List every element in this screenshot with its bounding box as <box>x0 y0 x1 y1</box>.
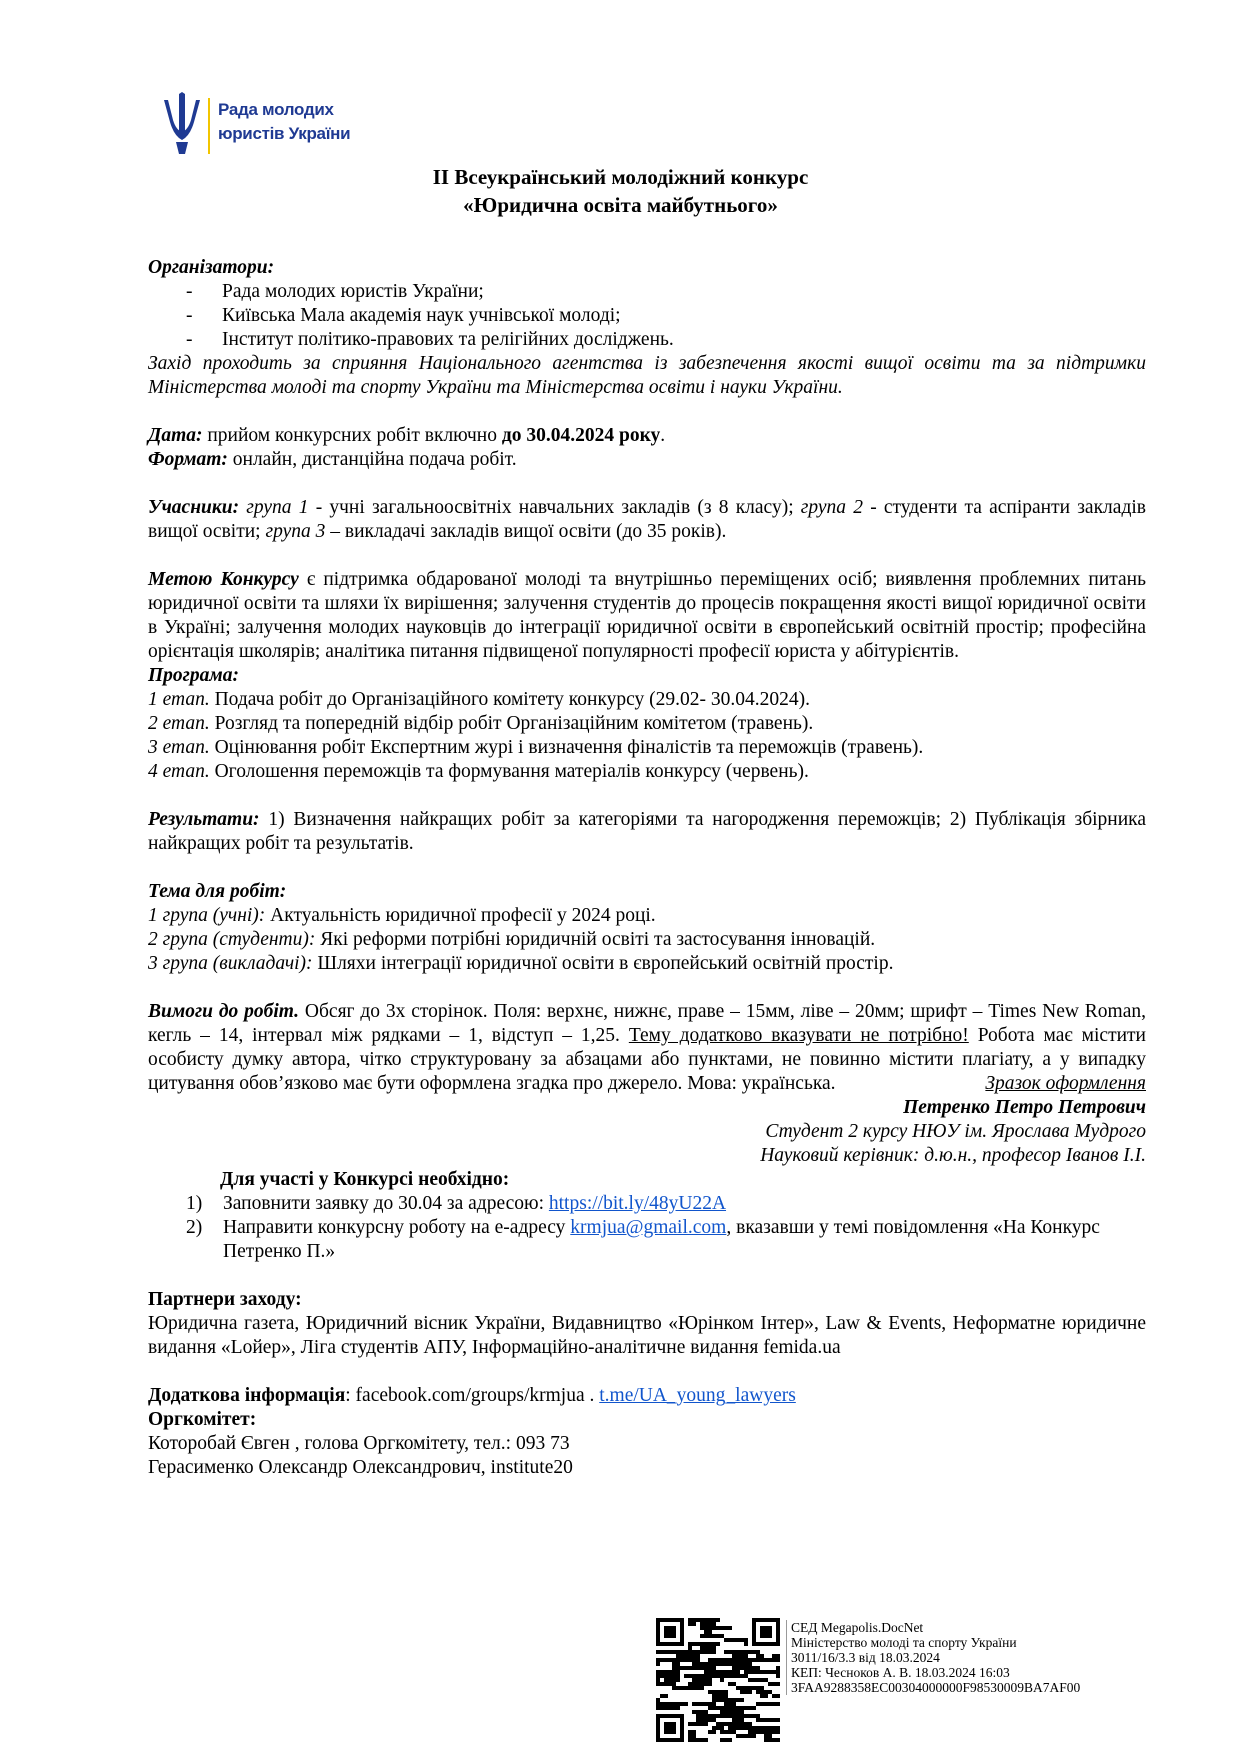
participation-step <box>148 1216 1146 1264</box>
application-link[interactable]: https://bit.ly/48yU22A <box>548 1193 727 1214</box>
signature-stamp <box>786 1620 1151 1695</box>
stage-text: Розгляд та попередній відбір робіт Організаційним комітетом (травень). <box>209 713 814 734</box>
goal-paragraph <box>148 568 1146 664</box>
topic-group: 2 група (студенти): <box>148 929 316 950</box>
format-label: Формат: <box>148 449 228 470</box>
topic-item <box>148 904 1146 928</box>
format-text: онлайн, дистанційна подача робіт. <box>227 449 517 470</box>
topic-text: Шляхи інтеграції юридичної освіти в європейський освітній простір. <box>312 953 894 974</box>
sample-line-2: Науковий керівник: д.ю.н., професор Іванов І.І. <box>760 1145 1146 1166</box>
facebook-link[interactable]: facebook.com/groups/krmjua <box>355 1385 585 1406</box>
deadline: до 30.04.2024 року <box>501 425 661 446</box>
organizer-item: - Київська Мала академія наук учнівської молоді; <box>186 304 1146 328</box>
organizers-label: Організатори: <box>148 257 275 278</box>
telegram-link[interactable]: t.me/UA_young_lawyers <box>599 1385 796 1406</box>
organization-logo <box>160 92 360 156</box>
organizers-list <box>148 280 1146 352</box>
committee-line-2: Герасименко Олександр Олександрович, institute20 <box>148 1457 573 1478</box>
logo-divider <box>208 98 210 154</box>
topics-label: Тема для робіт: <box>148 881 287 902</box>
results-text: 1) Визначення найкращих робіт за категоріями та нагородження переможців; 2) Публікація збірника найкращих робіт та результатів. <box>148 809 1146 854</box>
participation-label: Для участі у Конкурсі необхідно: <box>220 1169 510 1190</box>
stamp-line-3: 3011/16/3.3 від 18.03.2024 <box>791 1650 940 1665</box>
extra-info-line <box>148 1384 1146 1408</box>
program-label: Програма: <box>148 665 239 686</box>
stage-number: 4 етап. <box>148 761 210 782</box>
committee-label: Оргкомітет: <box>148 1409 257 1430</box>
sample-name: Петренко Петро Петрович <box>903 1097 1146 1118</box>
date-text: прийом конкурсних робіт включно <box>202 425 502 446</box>
extra-separator: . <box>584 1385 600 1406</box>
participants-paragraph <box>148 496 1146 544</box>
title-line-2: «Юридична освіта майбутнього» <box>463 193 778 217</box>
program-stage <box>148 688 1146 712</box>
topic-text: Які реформи потрібні юридичній освіті та застосування інновацій. <box>315 929 876 950</box>
partners-label: Партнери заходу: <box>148 1289 302 1310</box>
committee-line-1: Которобай Євген , голова Оргкомітету, тел.: 093 73 <box>148 1433 570 1454</box>
results-paragraph <box>148 808 1146 856</box>
logo-text <box>218 98 350 146</box>
goal-label: Метою Конкурсу <box>148 569 299 590</box>
stage-text: Оголошення переможців та формування матеріалів конкурсу (червень). <box>209 761 809 782</box>
extra-colon: : <box>345 1385 356 1406</box>
group-3: група 3 <box>265 521 326 542</box>
program-stage <box>148 712 1146 736</box>
stage-text: Оцінювання робіт Експертним журі і визначення фіналістів та переможців (травень). <box>209 737 924 758</box>
group-2-text: - студенти та аспіранти закладів вищої освіти; <box>148 497 1146 542</box>
stage-number: 3 етап. <box>148 737 210 758</box>
trident-icon <box>160 92 204 156</box>
step-text: Направити конкурсну роботу на е-адресу <box>223 1217 571 1238</box>
format-line <box>148 448 1146 472</box>
group-2: група 2 <box>800 497 863 518</box>
email-link[interactable]: krmjua@gmail.com <box>570 1217 727 1238</box>
step-number: 2) <box>186 1217 203 1238</box>
qr-code <box>656 1618 780 1742</box>
organizer-item: - Рада молодих юристів України; <box>186 280 1146 304</box>
date-label: Дата: <box>148 425 203 446</box>
step-number: 1) <box>186 1193 203 1214</box>
logo-line-1: Рада молодих <box>218 100 334 119</box>
stamp-line-2: Міністерство молоді та спорту України <box>791 1635 1017 1650</box>
participation-steps <box>148 1192 1146 1264</box>
partners-text: Юридична газета, Юридичний вісник України, Видавництво «Юрінком Інтер», Law & Events, Неформатне юридичне видання «Lойер», Ліга студентів АПУ, Інформаційно-аналітичне видання femida.ua <box>148 1313 1146 1358</box>
stamp-line-5: 3FAA9288358EC00304000000F98530009BA7AF00 <box>791 1680 1081 1695</box>
organizers-note: Захід проходить за сприяння Національного агентства із забезпечення якості вищої освіти та за підтримки Міністерства молоді та спорту України та Міністерства освіти і науки України. <box>148 353 1146 398</box>
sample-label: Зразок оформлення <box>985 1073 1146 1094</box>
sample-line-1: Студент 2 курсу НЮУ ім. Ярослава Мудрого <box>765 1121 1146 1142</box>
results-label: Результати: <box>148 809 260 830</box>
requirements-label: Вимоги до робіт. <box>148 1001 300 1022</box>
topic-item <box>148 928 1146 952</box>
logo-line-2: юристів України <box>218 124 351 143</box>
topic-text: Актуальність юридичної професії у 2024 році. <box>265 905 656 926</box>
group-1-text: - учні загальноосвітніх навчальних закладів (з 8 класу); <box>308 497 801 518</box>
stage-text: Подача робіт до Організаційного комітету конкурсу (29.02- 30.04.2024). <box>209 689 811 710</box>
extra-info-label: Додаткова інформація <box>148 1385 346 1406</box>
stage-number: 2 етап. <box>148 713 210 734</box>
goal-text: є підтримка обдарованої молоді та внутрішньо переміщених осіб; виявлення проблемних питань юридичної освіти та шляхи їх вирішення; залучення студентів до процесів покращення якості вищої юридичної освіти в Україні; залучення молодих науковців до інтеграції юридичної освіти в європейський освітній простір; професійна орієнтація школярів; аналітика питання підвищеної популярності професії юриста у абітурієнтів. <box>148 569 1147 662</box>
document-body <box>148 256 1146 1480</box>
participants-label: Учасники: <box>148 497 240 518</box>
stamp-line-4: КЕП: Чесноков А. В. 18.03.2024 16:03 <box>791 1665 1010 1680</box>
topic-group: 3 група (викладачі): <box>148 953 313 974</box>
stamp-line-1: СЕД Megapolis.DocNet <box>791 1620 924 1635</box>
requirements-text: Обсяг до 3х сторінок. Поля: верхнє, нижнє, праве – 15мм, ліве – 20мм; шрифт – Times New Roman, кегль – 14, інтервал між рядками – 1, відступ – 1,25. <box>148 1001 1147 1046</box>
program-stage <box>148 736 1146 760</box>
title-line-1: ІІ Всеукраїнський молодіжний конкурс <box>432 165 809 189</box>
date-end: . <box>660 425 666 446</box>
stage-number: 1 етап. <box>148 689 210 710</box>
program-stage <box>148 760 1146 784</box>
topic-item <box>148 952 1146 976</box>
step-text-end: , вказавши у темі повідомлення «На Конкурс Петренко П.» <box>223 1217 1100 1262</box>
participation-step <box>148 1192 1146 1216</box>
topic-group: 1 група (учні): <box>148 905 266 926</box>
group-1: група 1 <box>239 497 309 518</box>
requirements-text-2: Робота має містити особисту думку автора, чітко структуровану за абзацами або пунктами, не повинно містити плагіату, а у випадку цитування обов’язково має бути оформлена згадка про джерело. Мова: українська. <box>148 1025 1146 1094</box>
requirements-note: Тему додатково вказувати не потрібно! <box>628 1025 969 1046</box>
document-title <box>0 163 1241 219</box>
organizer-item: - Інститут політико-правових та релігійних досліджень. <box>186 328 1146 352</box>
date-line <box>148 424 1146 448</box>
step-text: Заповнити заявку до 30.04 за адресою: <box>223 1193 549 1214</box>
group-3-text: – викладачі закладів вищої освіти (до 35 років). <box>325 521 727 542</box>
